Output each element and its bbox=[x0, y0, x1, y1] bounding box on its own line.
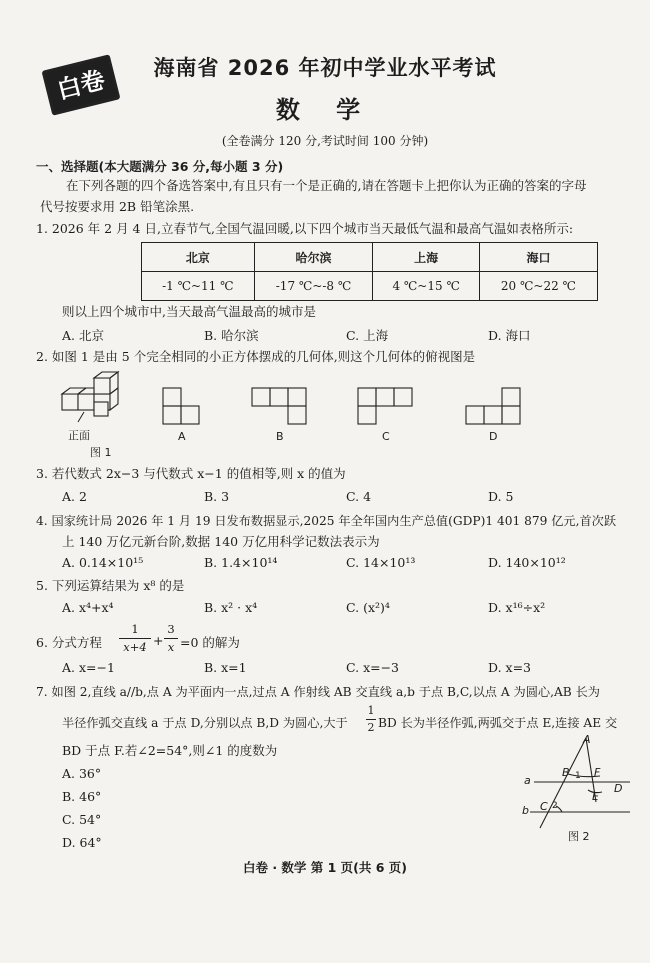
fig2-line-a: a bbox=[524, 774, 531, 787]
q4-option-a: A. 0.14×10¹⁵ bbox=[62, 555, 144, 570]
q6-prefix: 6. 分式方程 bbox=[36, 635, 102, 650]
q7-frac-num: 1 bbox=[367, 704, 375, 717]
q1-option-b: B. 哈尔滨 bbox=[204, 328, 259, 343]
q1-question: 则以上四个城市中,当天最高气温最高的城市是 bbox=[62, 304, 316, 319]
fig2-point-e: E bbox=[592, 790, 599, 803]
q2-option-c: C bbox=[382, 430, 390, 443]
q2-stem: 2. 如图 1 是由 5 个完全相同的小正方体摆成的几何体,则这个几何体的俯视图是 bbox=[36, 349, 476, 364]
q1-option-c: C. 上海 bbox=[346, 328, 389, 343]
figure-2-label: 图 2 bbox=[568, 830, 590, 843]
q3-option-a: A. 2 bbox=[62, 489, 87, 504]
table-header-cell: 海口 bbox=[479, 243, 597, 272]
q6-option-c: C. x=−3 bbox=[346, 660, 400, 675]
q6-denominator-1: x+4 bbox=[123, 640, 147, 654]
q5-option-a: A. x⁴+x⁴ bbox=[62, 600, 114, 615]
fig2-angle-1: 1 bbox=[575, 771, 581, 781]
q5-stem: 5. 下列运算结果为 x⁸ 的是 bbox=[36, 578, 185, 593]
q7-option-c: C. 54° bbox=[62, 812, 102, 827]
fig2-point-a: A bbox=[583, 733, 591, 746]
table-header-cell: 哈尔滨 bbox=[254, 243, 373, 272]
fig2-point-f: F bbox=[594, 766, 601, 779]
q5-option-d: D. x¹⁶÷x² bbox=[488, 600, 546, 615]
q7-option-d: D. 64° bbox=[62, 835, 102, 850]
table-header-cell: 北京 bbox=[142, 243, 255, 272]
table-cell: 4 ℃~15 ℃ bbox=[373, 272, 480, 301]
q4-option-d: D. 140×10¹² bbox=[488, 555, 566, 570]
q1-stem: 1. 2026 年 2 月 4 日,立春节气,全国气温回暖,以下四个城市当天最低气温和最高气温如表格所示: bbox=[36, 221, 574, 236]
q4-option-b: B. 1.4×10¹⁴ bbox=[204, 555, 278, 570]
q1-option-d: D. 海口 bbox=[488, 328, 531, 343]
fig2-point-d: D bbox=[614, 782, 623, 795]
q5-option-b: B. x² · x⁴ bbox=[204, 600, 258, 615]
stamp-baijuan: 白卷 bbox=[41, 54, 120, 116]
q6-option-b: B. x=1 bbox=[204, 660, 247, 675]
q2-option-b: B bbox=[276, 430, 284, 443]
q2-option-d: D bbox=[489, 430, 498, 443]
q7-option-a: A. 36° bbox=[62, 766, 102, 781]
q6-option-d: D. x=3 bbox=[488, 660, 531, 675]
q3-stem: 3. 若代数式 2x−3 与代数式 x−1 的值相等,则 x 的值为 bbox=[36, 466, 346, 481]
fig2-point-c: C bbox=[540, 800, 548, 813]
q6-numerator-2: 3 bbox=[167, 622, 175, 636]
figure-1-solid bbox=[56, 368, 136, 428]
front-label: 正面 bbox=[68, 429, 90, 442]
q3-option-d: D. 5 bbox=[488, 489, 514, 504]
q7-line2-part1: 半径作弧交直线 a 于点 D,分别以点 B,D 为圆心,大于 bbox=[62, 716, 348, 730]
exam-note: (全卷满分 120 分,考试时间 100 分钟) bbox=[221, 134, 429, 148]
q4-option-c: C. 14×10¹³ bbox=[346, 555, 416, 570]
q7-line3: BD 于点 F.若∠2=54°,则∠1 的度数为 bbox=[62, 743, 278, 758]
page-footer: 白卷 · 数学 第 1 页(共 6 页) bbox=[242, 860, 408, 875]
figure-1-label: 图 1 bbox=[90, 446, 112, 459]
section-heading: 一、选择题(本大题满分 36 分,每小题 3 分) bbox=[36, 159, 284, 174]
q2-view-d bbox=[466, 388, 526, 428]
q7-line2-part2: BD 长为半径作弧,两弧交于点 E,连接 AE 交 bbox=[378, 716, 618, 730]
q1-option-a: A. 北京 bbox=[62, 328, 104, 343]
instruction-line1: 在下列各题的四个备选答案中,有且只有一个是正确的,请在答题卡上把你认为正确的答案的字母 bbox=[66, 178, 587, 193]
q6-suffix: =0 的解为 bbox=[180, 635, 240, 650]
instruction-line2: 代号按要求用 2B 铅笔涂黑. bbox=[40, 199, 195, 214]
q4-stem-line1: 4. 国家统计局 2026 年 1 月 19 日发布数据显示,2025 年全年国内生产总值(GDP)1 401 879 亿元,首次跃 bbox=[36, 514, 617, 528]
q6-option-a: A. x=−1 bbox=[62, 660, 115, 675]
table-header-cell: 上海 bbox=[373, 243, 480, 272]
table-cell: 20 ℃~22 ℃ bbox=[479, 272, 597, 301]
fig2-angle-2: 2 bbox=[552, 801, 558, 811]
temperature-table bbox=[141, 242, 598, 301]
exam-subject: 数 学 bbox=[275, 96, 375, 124]
q2-view-b bbox=[252, 388, 312, 428]
q2-view-c bbox=[358, 388, 418, 428]
q6-plus: + bbox=[153, 633, 164, 648]
fig2-line-b: b bbox=[522, 804, 529, 817]
q3-option-b: B. 3 bbox=[204, 489, 230, 504]
q7-option-b: B. 46° bbox=[62, 789, 102, 804]
exam-title: 海南省 2026 年初中学业水平考试 bbox=[153, 56, 497, 80]
q7-frac-den: 2 bbox=[367, 721, 375, 734]
q6-denominator-2: x bbox=[167, 640, 175, 654]
table-cell: -17 ℃~-8 ℃ bbox=[254, 272, 373, 301]
fig2-point-b: B bbox=[562, 766, 570, 779]
q7-line1: 7. 如图 2,直线 a//b,点 A 为平面内一点,过点 A 作射线 AB 交直线 a,b 于点 B,C,以点 A 为圆心,AB 长为 bbox=[36, 685, 600, 699]
q3-option-c: C. 4 bbox=[346, 489, 372, 504]
q2-view-a bbox=[163, 388, 203, 428]
q4-stem-line2: 上 140 万亿元新台阶,数据 140 万亿用科学记数法表示为 bbox=[62, 534, 380, 549]
q2-option-a: A bbox=[178, 430, 186, 443]
table-cell: -1 ℃~11 ℃ bbox=[142, 272, 255, 301]
q5-option-c: C. (x²)⁴ bbox=[346, 600, 390, 615]
q6-numerator-1: 1 bbox=[131, 622, 139, 636]
